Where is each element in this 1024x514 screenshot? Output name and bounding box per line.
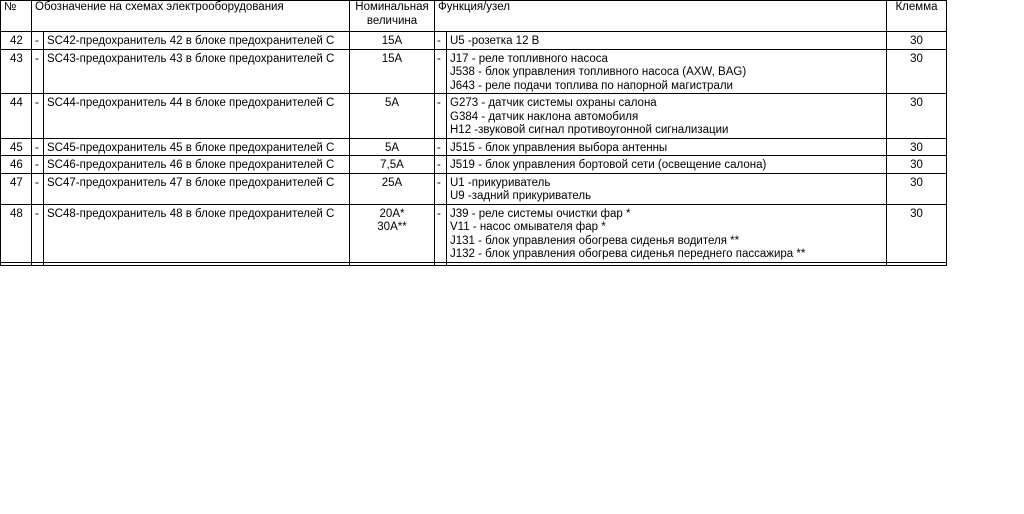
empty-cell xyxy=(447,262,887,265)
header-rating-line1: Номинальная xyxy=(355,1,429,13)
rating-value: 30A** xyxy=(377,221,407,233)
table-row xyxy=(1,32,947,50)
row-function xyxy=(447,204,887,262)
row-dash: - xyxy=(435,94,447,139)
row-dash: - xyxy=(435,49,447,94)
row-dash: - xyxy=(32,32,44,50)
function-line: H12 -звуковой сигнал противоугонной сигнализации xyxy=(450,124,729,136)
row-dash: - xyxy=(32,204,44,262)
row-number: 48 xyxy=(1,204,32,262)
function-line: J17 - реле топливного насоса xyxy=(450,52,608,65)
row-dash: - xyxy=(32,173,44,204)
function-line: U5 -розетка 12 В xyxy=(450,35,540,47)
rating-value: 25A xyxy=(381,176,403,189)
row-dash: - xyxy=(32,49,44,94)
function-line: V11 - насос омывателя фар * xyxy=(450,221,606,233)
row-rating xyxy=(350,204,435,262)
row-dash: - xyxy=(32,156,44,174)
table-row xyxy=(1,49,947,94)
rating-value: 15A xyxy=(381,35,403,47)
row-function xyxy=(447,94,887,139)
rating-value: 5A xyxy=(384,141,400,154)
row-rating xyxy=(350,94,435,139)
function-line: U1 -прикуриватель xyxy=(450,176,551,189)
header-num: № xyxy=(1,1,32,32)
row-designation: SC48-предохранитель 48 в блоке предохранителей C xyxy=(44,204,350,262)
empty-cell xyxy=(435,262,447,265)
row-terminal: 30 xyxy=(887,94,947,139)
function-line: J131 - блок управления обогрева сиденья водителя ** xyxy=(450,234,740,247)
row-rating xyxy=(350,138,435,156)
row-number: 47 xyxy=(1,173,32,204)
rating-value: 5A xyxy=(384,97,400,109)
function-line: U9 -задний прикуриватель xyxy=(450,190,592,202)
table-row-partial xyxy=(1,262,947,265)
row-designation: SC43-предохранитель 43 в блоке предохранителей C xyxy=(44,49,350,94)
fuse-table xyxy=(0,0,947,266)
function-line: J538 - блок управления топливного насоса (AXW, BAG) xyxy=(450,66,747,78)
empty-cell xyxy=(32,262,44,265)
row-function xyxy=(447,173,887,204)
row-dash: - xyxy=(435,173,447,204)
header-designation: Обозначение на схемах электрооборудования xyxy=(32,1,350,32)
row-number: 43 xyxy=(1,49,32,94)
empty-cell xyxy=(887,262,947,265)
row-dash: - xyxy=(435,138,447,156)
row-designation: SC42-предохранитель 42 в блоке предохранителей C xyxy=(44,32,350,50)
table-body xyxy=(1,32,947,266)
row-terminal: 30 xyxy=(887,156,947,174)
table-row xyxy=(1,204,947,262)
function-line: J132 - блок управления обогрева сиденья переднего пассажира ** xyxy=(450,248,806,260)
rating-value: 7,5A xyxy=(380,159,404,171)
rating-value: 20A* xyxy=(379,207,405,220)
table-row xyxy=(1,138,947,156)
empty-cell xyxy=(44,262,350,265)
row-dash: - xyxy=(435,156,447,174)
row-designation: SC47-предохранитель 47 в блоке предохранителей C xyxy=(44,173,350,204)
table-row xyxy=(1,156,947,174)
row-number: 44 xyxy=(1,94,32,139)
row-terminal: 30 xyxy=(887,173,947,204)
row-terminal: 30 xyxy=(887,49,947,94)
empty-cell xyxy=(1,262,32,265)
row-designation: SC45-предохранитель 45 в блоке предохранителей C xyxy=(44,138,350,156)
header-rating-line2: величина xyxy=(366,14,418,27)
table-row xyxy=(1,94,947,139)
row-function xyxy=(447,49,887,94)
function-line: G273 - датчик системы охраны салона xyxy=(450,97,657,109)
row-rating xyxy=(350,173,435,204)
row-rating xyxy=(350,49,435,94)
row-function xyxy=(447,156,887,174)
function-line: G384 - датчик наклона автомобиля xyxy=(450,110,639,123)
row-function xyxy=(447,138,887,156)
header-rating xyxy=(350,1,435,32)
row-dash: - xyxy=(435,204,447,262)
table-row xyxy=(1,173,947,204)
function-line: J39 - реле системы очистки фар * xyxy=(450,207,631,220)
function-line: J643 - реле подачи топлива по напорной магистрали xyxy=(450,79,733,92)
header-function: Функция/узел xyxy=(435,1,887,32)
row-rating xyxy=(350,156,435,174)
row-number: 42 xyxy=(1,32,32,50)
header-terminal: Клемма xyxy=(887,1,947,32)
row-designation: SC44-предохранитель 44 в блоке предохранителей C xyxy=(44,94,350,139)
row-rating xyxy=(350,32,435,50)
row-dash: - xyxy=(32,94,44,139)
row-terminal: 30 xyxy=(887,32,947,50)
rating-value: 15A xyxy=(381,52,403,65)
empty-cell xyxy=(350,262,435,265)
function-line: J519 - блок управления бортовой сети (освещение салона) xyxy=(450,159,767,171)
row-terminal: 30 xyxy=(887,138,947,156)
row-dash: - xyxy=(435,32,447,50)
row-dash: - xyxy=(32,138,44,156)
row-function xyxy=(447,32,887,50)
row-designation: SC46-предохранитель 46 в блоке предохранителей C xyxy=(44,156,350,174)
function-line: J515 - блок управления выбора антенны xyxy=(450,141,668,154)
row-number: 46 xyxy=(1,156,32,174)
row-number: 45 xyxy=(1,138,32,156)
row-terminal: 30 xyxy=(887,204,947,262)
header-row xyxy=(1,1,947,32)
